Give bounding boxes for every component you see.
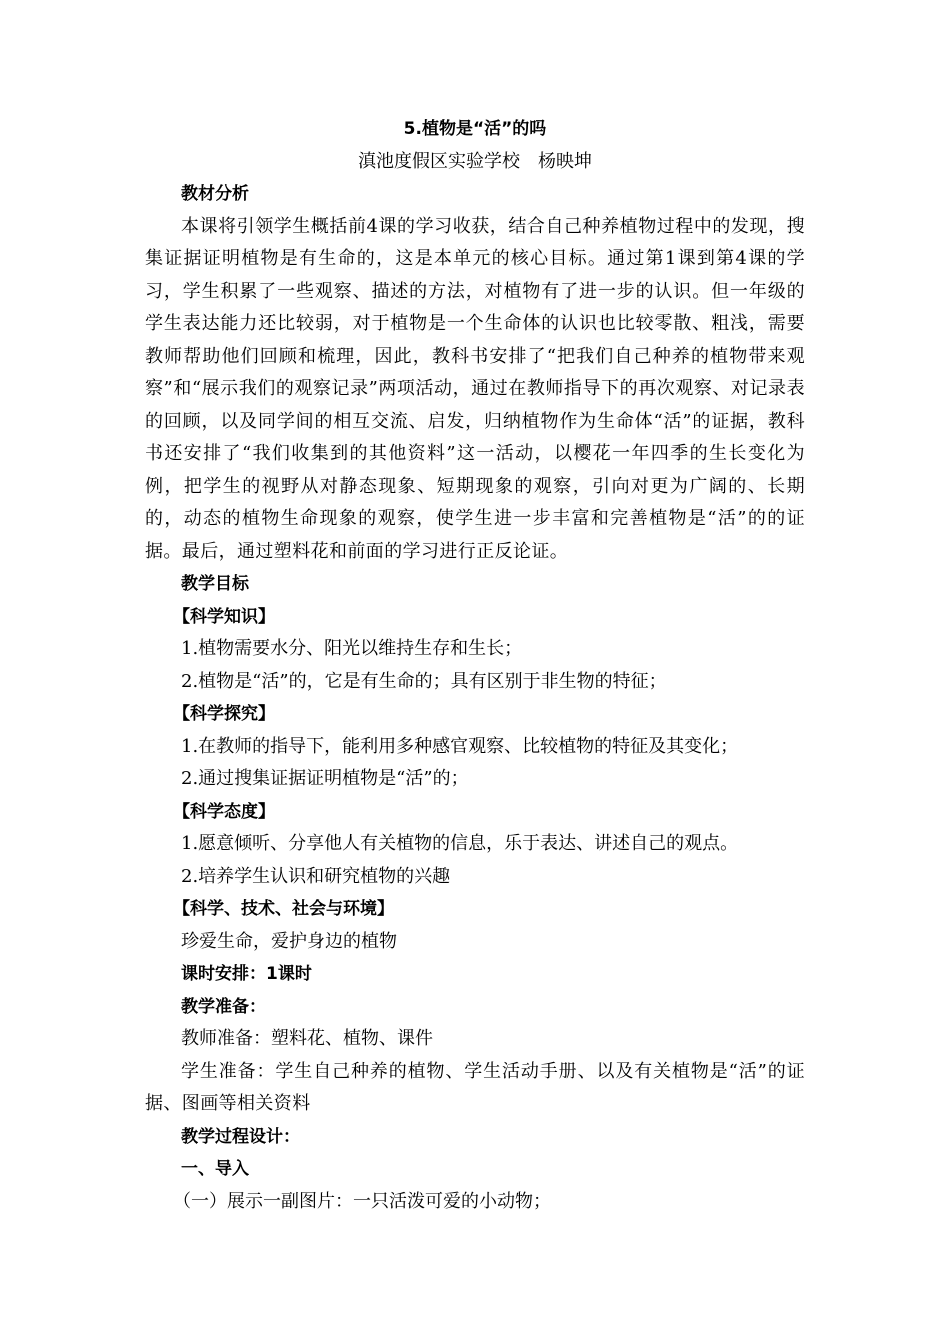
analysis-paragraph: 本课将引领学生概括前4课的学习收获，结合自己种养植物过程中的发现，搜集证据证明植物是有生命的，这是本单元的核心目标。通过第1课到第4课的学习，学生积累了一些观察、描述的方法，对植物有了进一步的认识。但一年级的学生表达能力还比较弱，对于植物是一个生命体的认识也比较零散、粗浅，需要教师帮助他们回顾和梳理，因此，教科书安排了“把我们自己种养的植物带来观察”和“展示我们的观察记录”两项活动，通过在教师指导下的再次观察、对记录表的回顾，以及同学间的相互交流、启发，归纳植物作为生命体“活”的证据，教科书还安排了“我们收集到的其他资料”这一活动，以樱花一年四季的生长变化为例，把学生的视野从对静态现象、短期现象的观察，引向对更为广阔的、长期的，动态的植物生命现象的观察，使学生进一步丰富和完善植物是“活”的的证据。最后，通过塑料花和前面的学习进行正反论证。 [145, 215, 805, 562]
subheading-inquiry: 【科学探究】 [173, 704, 275, 724]
section-heading-preparation: 教学准备： [181, 996, 266, 1017]
document-title: 5.植物是“活”的吗 [403, 119, 547, 139]
goal-item: 1.在教师的指导下，能利用多种感官观察、比较植物的特征及其变化； [181, 735, 739, 757]
student-preparation: 学生准备：学生自己种养的植物、学生活动手册、以及有关植物是“活”的证据、图画等相关资料 [145, 1060, 805, 1114]
subheading-knowledge: 【科学知识】 [173, 606, 275, 627]
goal-item: 2.植物是“活”的，它是有生命的；具有区别于非生物的特征； [181, 670, 667, 692]
process-step: （一）展示一副图片：一只活泼可爱的小动物； [173, 1190, 551, 1212]
section-heading-goals: 教学目标 [181, 574, 249, 594]
goal-item: 1.植物需要水分、阳光以维持生存和生长； [181, 638, 523, 659]
schedule-heading: 课时安排：1课时 [181, 964, 312, 984]
goal-item: 2.培养学生认识和研究植物的兴趣 [181, 865, 451, 887]
goal-item: 珍爱生命，爱护身边的植物 [181, 930, 397, 952]
process-section-intro: 一、导入 [181, 1159, 249, 1179]
section-heading-process: 教学过程设计： [181, 1126, 300, 1147]
goal-item: 1.愿意倾听、分享他人有关植物的信息，乐于表达、讲述自己的观点。 [181, 833, 739, 854]
subheading-attitude: 【科学态度】 [173, 801, 275, 822]
subheading-stse: 【科学、技术、社会与环境】 [173, 899, 394, 919]
section-heading-analysis: 教材分析 [181, 184, 249, 204]
teacher-preparation: 教师准备：塑料花、植物、课件 [181, 1028, 433, 1049]
author-line: 滇池度假区实验学校 杨映坤 [358, 150, 592, 172]
goal-item: 2.通过搜集证据证明植物是“活”的； [181, 768, 469, 789]
